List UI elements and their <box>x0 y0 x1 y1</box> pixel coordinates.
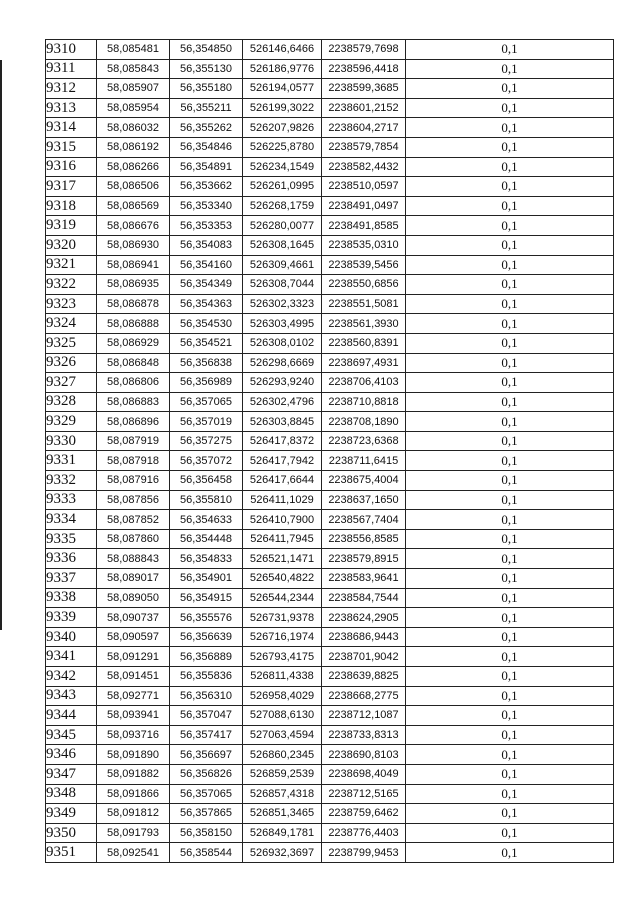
accuracy-cell: 0,1 <box>406 725 614 745</box>
table-row <box>46 40 614 60</box>
table-row <box>46 451 614 471</box>
accuracy-cell: 0,1 <box>406 647 614 667</box>
point-number-cell: 9315 <box>46 137 97 157</box>
y-coordinate-cell: 2238759,6462 <box>322 804 406 824</box>
accuracy-cell: 0,1 <box>406 490 614 510</box>
latitude-cell: 58,086883 <box>97 392 170 412</box>
y-coordinate-cell: 2238799,9453 <box>322 843 406 863</box>
longitude-cell: 56,354901 <box>170 569 243 589</box>
y-coordinate-cell: 2238567,7404 <box>322 510 406 530</box>
y-coordinate-cell: 2238668,2775 <box>322 686 406 706</box>
latitude-cell: 58,093716 <box>97 725 170 745</box>
table-row <box>46 608 614 628</box>
latitude-cell: 58,086569 <box>97 196 170 216</box>
longitude-cell: 56,356697 <box>170 745 243 765</box>
accuracy-cell: 0,1 <box>406 823 614 843</box>
point-number-cell: 9347 <box>46 764 97 784</box>
longitude-cell: 56,354850 <box>170 40 243 60</box>
latitude-cell: 58,085907 <box>97 79 170 99</box>
table-row <box>46 431 614 451</box>
point-number-cell: 9325 <box>46 333 97 353</box>
y-coordinate-cell: 2238712,5165 <box>322 784 406 804</box>
table-row <box>46 373 614 393</box>
point-number-cell: 9332 <box>46 471 97 491</box>
x-coordinate-cell: 526308,1645 <box>243 235 322 255</box>
table-row <box>46 490 614 510</box>
latitude-cell: 58,091793 <box>97 823 170 843</box>
point-number-cell: 9346 <box>46 745 97 765</box>
longitude-cell: 56,354833 <box>170 549 243 569</box>
coordinates-table <box>45 39 614 863</box>
accuracy-cell: 0,1 <box>406 529 614 549</box>
table-row <box>46 118 614 138</box>
table-row <box>46 588 614 608</box>
accuracy-cell: 0,1 <box>406 255 614 275</box>
point-number-cell: 9322 <box>46 275 97 295</box>
point-number-cell: 9324 <box>46 314 97 334</box>
accuracy-cell: 0,1 <box>406 196 614 216</box>
x-coordinate-cell: 526716,1974 <box>243 627 322 647</box>
accuracy-cell: 0,1 <box>406 353 614 373</box>
x-coordinate-cell: 526280,0077 <box>243 216 322 236</box>
x-coordinate-cell: 526293,9240 <box>243 373 322 393</box>
accuracy-cell: 0,1 <box>406 608 614 628</box>
y-coordinate-cell: 2238708,1890 <box>322 412 406 432</box>
latitude-cell: 58,091890 <box>97 745 170 765</box>
longitude-cell: 56,354915 <box>170 588 243 608</box>
accuracy-cell: 0,1 <box>406 431 614 451</box>
y-coordinate-cell: 2238624,2905 <box>322 608 406 628</box>
x-coordinate-cell: 526857,4318 <box>243 784 322 804</box>
table-row <box>46 725 614 745</box>
y-coordinate-cell: 2238706,4103 <box>322 373 406 393</box>
y-coordinate-cell: 2238604,2717 <box>322 118 406 138</box>
longitude-cell: 56,354349 <box>170 275 243 295</box>
longitude-cell: 56,355836 <box>170 667 243 687</box>
table-row <box>46 471 614 491</box>
longitude-cell: 56,356989 <box>170 373 243 393</box>
accuracy-cell: 0,1 <box>406 588 614 608</box>
table-row <box>46 294 614 314</box>
point-number-cell: 9334 <box>46 510 97 530</box>
accuracy-cell: 0,1 <box>406 784 614 804</box>
table-row <box>46 79 614 99</box>
x-coordinate-cell: 526199,3022 <box>243 98 322 118</box>
point-number-cell: 9326 <box>46 353 97 373</box>
point-number-cell: 9331 <box>46 451 97 471</box>
x-coordinate-cell: 526851,3465 <box>243 804 322 824</box>
table-row <box>46 745 614 765</box>
longitude-cell: 56,356826 <box>170 764 243 784</box>
accuracy-cell: 0,1 <box>406 177 614 197</box>
latitude-cell: 58,093941 <box>97 706 170 726</box>
point-number-cell: 9339 <box>46 608 97 628</box>
longitude-cell: 56,353662 <box>170 177 243 197</box>
accuracy-cell: 0,1 <box>406 118 614 138</box>
latitude-cell: 58,091291 <box>97 647 170 667</box>
x-coordinate-cell: 526540,4822 <box>243 569 322 589</box>
longitude-cell: 56,354448 <box>170 529 243 549</box>
y-coordinate-cell: 2238535,0310 <box>322 235 406 255</box>
longitude-cell: 56,354160 <box>170 255 243 275</box>
point-number-cell: 9311 <box>46 59 97 79</box>
point-number-cell: 9318 <box>46 196 97 216</box>
x-coordinate-cell: 526146,6466 <box>243 40 322 60</box>
table-row <box>46 529 614 549</box>
table-row <box>46 353 614 373</box>
point-number-cell: 9348 <box>46 784 97 804</box>
longitude-cell: 56,356639 <box>170 627 243 647</box>
table-row <box>46 137 614 157</box>
point-number-cell: 9345 <box>46 725 97 745</box>
accuracy-cell: 0,1 <box>406 137 614 157</box>
accuracy-cell: 0,1 <box>406 235 614 255</box>
y-coordinate-cell: 2238550,6856 <box>322 275 406 295</box>
table-row <box>46 627 614 647</box>
point-number-cell: 9338 <box>46 588 97 608</box>
x-coordinate-cell: 526859,2539 <box>243 764 322 784</box>
accuracy-cell: 0,1 <box>406 569 614 589</box>
table-row <box>46 177 614 197</box>
longitude-cell: 56,354363 <box>170 294 243 314</box>
latitude-cell: 58,086676 <box>97 216 170 236</box>
accuracy-cell: 0,1 <box>406 373 614 393</box>
y-coordinate-cell: 2238579,7854 <box>322 137 406 157</box>
table-row <box>46 255 614 275</box>
x-coordinate-cell: 526410,7900 <box>243 510 322 530</box>
accuracy-cell: 0,1 <box>406 627 614 647</box>
point-number-cell: 9310 <box>46 40 97 60</box>
latitude-cell: 58,087860 <box>97 529 170 549</box>
x-coordinate-cell: 526207,9826 <box>243 118 322 138</box>
y-coordinate-cell: 2238584,7544 <box>322 588 406 608</box>
y-coordinate-cell: 2238697,4931 <box>322 353 406 373</box>
accuracy-cell: 0,1 <box>406 764 614 784</box>
accuracy-cell: 0,1 <box>406 412 614 432</box>
point-number-cell: 9350 <box>46 823 97 843</box>
longitude-cell: 56,355576 <box>170 608 243 628</box>
latitude-cell: 58,091866 <box>97 784 170 804</box>
longitude-cell: 56,354891 <box>170 157 243 177</box>
x-coordinate-cell: 526958,4029 <box>243 686 322 706</box>
accuracy-cell: 0,1 <box>406 549 614 569</box>
latitude-cell: 58,085843 <box>97 59 170 79</box>
latitude-cell: 58,087919 <box>97 431 170 451</box>
latitude-cell: 58,091451 <box>97 667 170 687</box>
longitude-cell: 56,357417 <box>170 725 243 745</box>
x-coordinate-cell: 526544,2344 <box>243 588 322 608</box>
point-number-cell: 9336 <box>46 549 97 569</box>
longitude-cell: 56,353353 <box>170 216 243 236</box>
latitude-cell: 58,086935 <box>97 275 170 295</box>
longitude-cell: 56,357865 <box>170 804 243 824</box>
x-coordinate-cell: 526417,6644 <box>243 471 322 491</box>
accuracy-cell: 0,1 <box>406 471 614 491</box>
x-coordinate-cell: 527063,4594 <box>243 725 322 745</box>
accuracy-cell: 0,1 <box>406 745 614 765</box>
accuracy-cell: 0,1 <box>406 314 614 334</box>
x-coordinate-cell: 526793,4175 <box>243 647 322 667</box>
table-row <box>46 314 614 334</box>
latitude-cell: 58,089050 <box>97 588 170 608</box>
accuracy-cell: 0,1 <box>406 451 614 471</box>
x-coordinate-cell: 526411,1029 <box>243 490 322 510</box>
accuracy-cell: 0,1 <box>406 392 614 412</box>
y-coordinate-cell: 2238560,8391 <box>322 333 406 353</box>
y-coordinate-cell: 2238711,6415 <box>322 451 406 471</box>
latitude-cell: 58,092541 <box>97 843 170 863</box>
latitude-cell: 58,087918 <box>97 451 170 471</box>
longitude-cell: 56,354633 <box>170 510 243 530</box>
table-row <box>46 275 614 295</box>
point-number-cell: 9314 <box>46 118 97 138</box>
y-coordinate-cell: 2238690,8103 <box>322 745 406 765</box>
point-number-cell: 9349 <box>46 804 97 824</box>
latitude-cell: 58,092771 <box>97 686 170 706</box>
latitude-cell: 58,091882 <box>97 764 170 784</box>
point-number-cell: 9344 <box>46 706 97 726</box>
point-number-cell: 9342 <box>46 667 97 687</box>
latitude-cell: 58,085954 <box>97 98 170 118</box>
table-row <box>46 784 614 804</box>
y-coordinate-cell: 2238601,2152 <box>322 98 406 118</box>
point-number-cell: 9317 <box>46 177 97 197</box>
x-coordinate-cell: 526860,2345 <box>243 745 322 765</box>
longitude-cell: 56,355810 <box>170 490 243 510</box>
longitude-cell: 56,355180 <box>170 79 243 99</box>
point-number-cell: 9335 <box>46 529 97 549</box>
x-coordinate-cell: 526309,4661 <box>243 255 322 275</box>
x-coordinate-cell: 526417,8372 <box>243 431 322 451</box>
y-coordinate-cell: 2238710,8818 <box>322 392 406 412</box>
latitude-cell: 58,087916 <box>97 471 170 491</box>
point-number-cell: 9328 <box>46 392 97 412</box>
table-row <box>46 510 614 530</box>
x-coordinate-cell: 526849,1781 <box>243 823 322 843</box>
longitude-cell: 56,355262 <box>170 118 243 138</box>
table-row <box>46 569 614 589</box>
x-coordinate-cell: 526302,4796 <box>243 392 322 412</box>
y-coordinate-cell: 2238551,5081 <box>322 294 406 314</box>
longitude-cell: 56,356838 <box>170 353 243 373</box>
table-row <box>46 823 614 843</box>
longitude-cell: 56,357072 <box>170 451 243 471</box>
latitude-cell: 58,086266 <box>97 157 170 177</box>
table-row <box>46 333 614 353</box>
point-number-cell: 9327 <box>46 373 97 393</box>
y-coordinate-cell: 2238556,8585 <box>322 529 406 549</box>
table-row <box>46 647 614 667</box>
point-number-cell: 9343 <box>46 686 97 706</box>
point-number-cell: 9340 <box>46 627 97 647</box>
x-coordinate-cell: 527088,6130 <box>243 706 322 726</box>
latitude-cell: 58,086032 <box>97 118 170 138</box>
x-coordinate-cell: 526186,9776 <box>243 59 322 79</box>
point-number-cell: 9319 <box>46 216 97 236</box>
accuracy-cell: 0,1 <box>406 804 614 824</box>
point-number-cell: 9313 <box>46 98 97 118</box>
latitude-cell: 58,091812 <box>97 804 170 824</box>
accuracy-cell: 0,1 <box>406 275 614 295</box>
table-row <box>46 843 614 863</box>
point-number-cell: 9329 <box>46 412 97 432</box>
latitude-cell: 58,089017 <box>97 569 170 589</box>
scan-edge-line <box>0 60 2 630</box>
latitude-cell: 58,090737 <box>97 608 170 628</box>
point-number-cell: 9330 <box>46 431 97 451</box>
latitude-cell: 58,090597 <box>97 627 170 647</box>
latitude-cell: 58,087856 <box>97 490 170 510</box>
y-coordinate-cell: 2238723,6368 <box>322 431 406 451</box>
y-coordinate-cell: 2238579,8915 <box>322 549 406 569</box>
y-coordinate-cell: 2238561,3930 <box>322 314 406 334</box>
x-coordinate-cell: 526521,1471 <box>243 549 322 569</box>
y-coordinate-cell: 2238491,8585 <box>322 216 406 236</box>
longitude-cell: 56,356458 <box>170 471 243 491</box>
longitude-cell: 56,357065 <box>170 392 243 412</box>
x-coordinate-cell: 526411,7945 <box>243 529 322 549</box>
latitude-cell: 58,086888 <box>97 314 170 334</box>
longitude-cell: 56,357275 <box>170 431 243 451</box>
y-coordinate-cell: 2238510,0597 <box>322 177 406 197</box>
accuracy-cell: 0,1 <box>406 294 614 314</box>
longitude-cell: 56,354846 <box>170 137 243 157</box>
x-coordinate-cell: 526234,1549 <box>243 157 322 177</box>
y-coordinate-cell: 2238637,1650 <box>322 490 406 510</box>
table-row <box>46 216 614 236</box>
x-coordinate-cell: 526194,0577 <box>243 79 322 99</box>
latitude-cell: 58,086506 <box>97 177 170 197</box>
y-coordinate-cell: 2238698,4049 <box>322 764 406 784</box>
accuracy-cell: 0,1 <box>406 843 614 863</box>
longitude-cell: 56,354083 <box>170 235 243 255</box>
latitude-cell: 58,085481 <box>97 40 170 60</box>
y-coordinate-cell: 2238599,3685 <box>322 79 406 99</box>
table-row <box>46 157 614 177</box>
table-row <box>46 196 614 216</box>
x-coordinate-cell: 526731,9378 <box>243 608 322 628</box>
latitude-cell: 58,088843 <box>97 549 170 569</box>
x-coordinate-cell: 526811,4338 <box>243 667 322 687</box>
latitude-cell: 58,086941 <box>97 255 170 275</box>
y-coordinate-cell: 2238639,8825 <box>322 667 406 687</box>
table-row <box>46 549 614 569</box>
accuracy-cell: 0,1 <box>406 510 614 530</box>
table-row <box>46 667 614 687</box>
x-coordinate-cell: 526932,3697 <box>243 843 322 863</box>
table-row <box>46 804 614 824</box>
point-number-cell: 9351 <box>46 843 97 863</box>
accuracy-cell: 0,1 <box>406 79 614 99</box>
accuracy-cell: 0,1 <box>406 686 614 706</box>
longitude-cell: 56,355211 <box>170 98 243 118</box>
y-coordinate-cell: 2238701,9042 <box>322 647 406 667</box>
longitude-cell: 56,357065 <box>170 784 243 804</box>
accuracy-cell: 0,1 <box>406 98 614 118</box>
x-coordinate-cell: 526298,6669 <box>243 353 322 373</box>
x-coordinate-cell: 526303,4995 <box>243 314 322 334</box>
x-coordinate-cell: 526268,1759 <box>243 196 322 216</box>
table-row <box>46 686 614 706</box>
y-coordinate-cell: 2238733,8313 <box>322 725 406 745</box>
accuracy-cell: 0,1 <box>406 59 614 79</box>
y-coordinate-cell: 2238776,4403 <box>322 823 406 843</box>
longitude-cell: 56,355130 <box>170 59 243 79</box>
x-coordinate-cell: 526308,7044 <box>243 275 322 295</box>
y-coordinate-cell: 2238582,4432 <box>322 157 406 177</box>
y-coordinate-cell: 2238579,7698 <box>322 40 406 60</box>
accuracy-cell: 0,1 <box>406 667 614 687</box>
point-number-cell: 9321 <box>46 255 97 275</box>
latitude-cell: 58,086930 <box>97 235 170 255</box>
latitude-cell: 58,086878 <box>97 294 170 314</box>
longitude-cell: 56,354521 <box>170 333 243 353</box>
accuracy-cell: 0,1 <box>406 40 614 60</box>
longitude-cell: 56,353340 <box>170 196 243 216</box>
table-row <box>46 764 614 784</box>
x-coordinate-cell: 526225,8780 <box>243 137 322 157</box>
point-number-cell: 9333 <box>46 490 97 510</box>
longitude-cell: 56,358544 <box>170 843 243 863</box>
longitude-cell: 56,354530 <box>170 314 243 334</box>
point-number-cell: 9312 <box>46 79 97 99</box>
latitude-cell: 58,086848 <box>97 353 170 373</box>
y-coordinate-cell: 2238675,4004 <box>322 471 406 491</box>
latitude-cell: 58,086896 <box>97 412 170 432</box>
longitude-cell: 56,357047 <box>170 706 243 726</box>
x-coordinate-cell: 526308,0102 <box>243 333 322 353</box>
y-coordinate-cell: 2238686,9443 <box>322 627 406 647</box>
point-number-cell: 9323 <box>46 294 97 314</box>
longitude-cell: 56,356889 <box>170 647 243 667</box>
table-row <box>46 235 614 255</box>
x-coordinate-cell: 526261,0995 <box>243 177 322 197</box>
point-number-cell: 9341 <box>46 647 97 667</box>
y-coordinate-cell: 2238596,4418 <box>322 59 406 79</box>
accuracy-cell: 0,1 <box>406 333 614 353</box>
latitude-cell: 58,087852 <box>97 510 170 530</box>
accuracy-cell: 0,1 <box>406 706 614 726</box>
x-coordinate-cell: 526302,3323 <box>243 294 322 314</box>
table-row <box>46 392 614 412</box>
point-number-cell: 9337 <box>46 569 97 589</box>
latitude-cell: 58,086929 <box>97 333 170 353</box>
table-row <box>46 706 614 726</box>
latitude-cell: 58,086192 <box>97 137 170 157</box>
y-coordinate-cell: 2238539,5456 <box>322 255 406 275</box>
point-number-cell: 9316 <box>46 157 97 177</box>
x-coordinate-cell: 526303,8845 <box>243 412 322 432</box>
table-row <box>46 98 614 118</box>
longitude-cell: 56,358150 <box>170 823 243 843</box>
table-row <box>46 412 614 432</box>
accuracy-cell: 0,1 <box>406 216 614 236</box>
longitude-cell: 56,357019 <box>170 412 243 432</box>
coordinates-table-body <box>46 40 614 863</box>
point-number-cell: 9320 <box>46 235 97 255</box>
x-coordinate-cell: 526417,7942 <box>243 451 322 471</box>
latitude-cell: 58,086806 <box>97 373 170 393</box>
longitude-cell: 56,356310 <box>170 686 243 706</box>
y-coordinate-cell: 2238712,1087 <box>322 706 406 726</box>
y-coordinate-cell: 2238583,9641 <box>322 569 406 589</box>
accuracy-cell: 0,1 <box>406 157 614 177</box>
y-coordinate-cell: 2238491,0497 <box>322 196 406 216</box>
table-row <box>46 59 614 79</box>
